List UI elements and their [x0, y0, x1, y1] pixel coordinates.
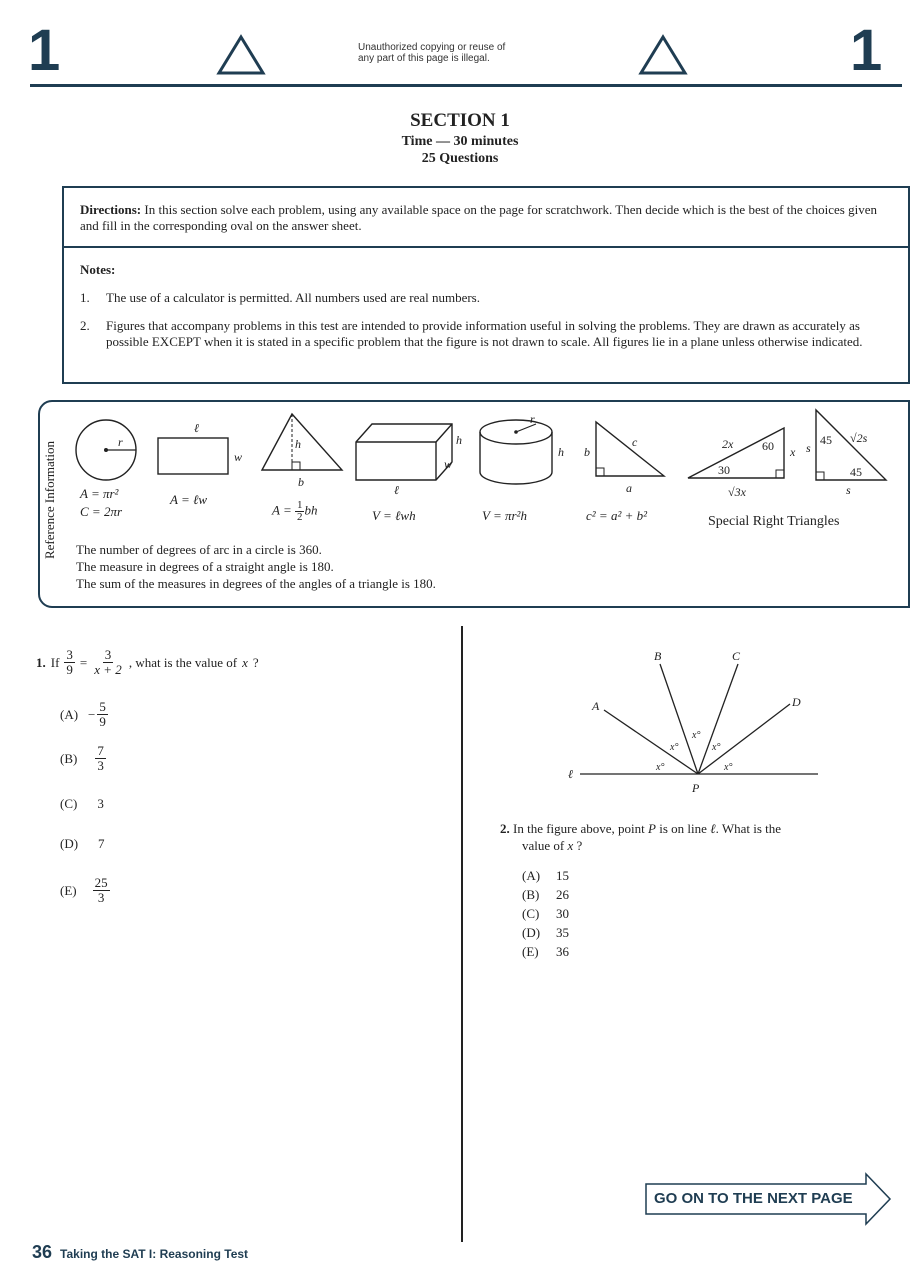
- rect-area-formula: A = ℓw: [170, 492, 208, 507]
- question-number: 2.: [500, 821, 510, 836]
- triangle-mark-right-icon: [638, 34, 688, 76]
- ray-pd: [698, 704, 790, 774]
- point-a-label: A: [592, 699, 600, 713]
- choice-1a[interactable]: (A) − $\frac{5}{9}$: [60, 699, 106, 729]
- ray-pa: [604, 710, 701, 774]
- label-root2s: √2s: [850, 431, 868, 445]
- question-2-stem: 2. In the figure above, point P is on line ℓ. What is the value of x ?: [500, 821, 782, 853]
- question-number: 1.: [36, 654, 46, 670]
- triangle-30-60-90-figure: [688, 428, 784, 478]
- page-number-right: 1: [850, 18, 883, 83]
- choice-2c[interactable]: (C) 30: [522, 906, 569, 921]
- triangle-mark-left-icon: [216, 34, 266, 76]
- right-tri-a-label: a: [626, 481, 632, 495]
- rect-width-label: w: [234, 450, 243, 464]
- reference-side-label: Reference Information: [42, 440, 57, 560]
- label-45-bottom: 45: [850, 465, 862, 479]
- pythagorean-formula: c² = a² + b²: [586, 508, 648, 523]
- directions: [80, 202, 880, 234]
- choice-1c[interactable]: (C) 3: [60, 796, 104, 811]
- point-d-label: D: [792, 695, 801, 709]
- label-root3x: √3x: [728, 485, 746, 499]
- box-width-label: w: [444, 457, 453, 471]
- right-tri-b-label: b: [584, 445, 590, 459]
- triangle-base-label: b: [298, 475, 304, 489]
- question-1-stem: 1. If $\frac{3}{9}$ = $\frac{3}{x + 2}$ , what is the value of x ?: [36, 647, 259, 677]
- rect-length-label: ℓ: [194, 421, 199, 435]
- angle-label: x°: [656, 762, 665, 773]
- label-s-bottom: s: [846, 483, 851, 497]
- reference-fact: The number of degrees of arc in a circle is 360.: [76, 542, 322, 557]
- triangle-height-label: h: [295, 437, 301, 451]
- column-divider: [461, 626, 463, 1242]
- page-number-left: 1: [28, 18, 61, 83]
- label-x: x: [790, 445, 796, 459]
- directions-label: Directions:: [80, 202, 142, 217]
- label-30: 30: [718, 463, 730, 477]
- choice-1b[interactable]: (B) $\frac{7}{3}$: [60, 743, 104, 773]
- footer-book-title: Taking the SAT I: Reasoning Test: [60, 1247, 249, 1261]
- box-length-label: ℓ: [394, 483, 399, 497]
- rectangle-figure: [158, 438, 228, 474]
- angle-label: x°: [724, 762, 733, 773]
- triangle-area-formula: A = $\frac{1}{2}$ bh: [272, 499, 318, 523]
- label-2x: 2x: [722, 437, 734, 451]
- question-2-figure: [560, 640, 830, 800]
- reference-fact: The sum of the measures in degrees of the angles of a triangle is 180.: [76, 576, 436, 591]
- copy-warning: Unauthorized copying or reuse of any part of this page is illegal.: [358, 42, 506, 64]
- ray-pc: [698, 664, 738, 774]
- circle-circumference-formula: C = 2πr: [80, 504, 123, 519]
- section-time: Time — 30 minutes: [401, 134, 519, 149]
- label-60: 60: [762, 439, 774, 453]
- point-p-label: P: [692, 781, 700, 795]
- section-title: SECTION 1: [410, 110, 510, 131]
- angle-label: x°: [692, 730, 701, 741]
- point-c-label: C: [732, 649, 741, 663]
- directions-text: In this section solve each problem, using any available space on the page for scratchwork. Then decide which is the best of the choices given and fill in the corresponding oval on the answer sheet.: [80, 202, 877, 233]
- label-s-left: s: [806, 441, 811, 455]
- angle-label: x°: [712, 742, 721, 753]
- circle-area-formula: A = πr²: [80, 486, 119, 501]
- question-2-choices: [522, 866, 569, 961]
- triangle-figure: [262, 414, 342, 470]
- box-figure: [356, 424, 452, 480]
- box-volume-formula: V = ℓwh: [372, 508, 416, 523]
- choice-2d[interactable]: (D) 35: [522, 925, 569, 940]
- header-rule: [30, 84, 902, 87]
- directions-divider: [64, 246, 908, 248]
- section-heading: [0, 110, 920, 167]
- cylinder-radius-label: r: [530, 412, 535, 426]
- choice-2e[interactable]: (E) 36: [522, 944, 569, 959]
- box-height-label: h: [456, 433, 462, 447]
- next-page-button[interactable]: GO ON TO THE NEXT PAGE: [654, 1190, 853, 1207]
- section-question-count: 25 Questions: [421, 151, 499, 166]
- notes-label: Notes:: [80, 262, 116, 277]
- choice-1e[interactable]: (E) $\frac{25}{3}$: [60, 875, 108, 905]
- label-45-top: 45: [820, 433, 832, 447]
- right-tri-c-label: c: [632, 435, 638, 449]
- cylinder-height-label: h: [558, 445, 564, 459]
- choice-1d[interactable]: (D) 7: [60, 836, 105, 851]
- page-footer: [32, 1242, 248, 1263]
- angle-label: x°: [670, 742, 679, 753]
- special-triangles-title: Special Right Triangles: [708, 514, 840, 529]
- choice-2a[interactable]: (A) 15: [522, 868, 569, 883]
- note-item: 2. Figures that accompany problems in this test are intended to provide information useful in solving the problems. They are drawn as accurately as possible EXCEPT when it is stated in a specific problem that the figure is not drawn to scale. All figures lie in a plane unless otherwise indicated.: [80, 318, 863, 349]
- ray-pb: [660, 664, 701, 774]
- directions-box: [62, 186, 910, 384]
- footer-page-number: 36: [32, 1242, 53, 1262]
- right-triangle-figure: [596, 422, 664, 476]
- choice-2b[interactable]: (B) 26: [522, 887, 569, 902]
- note-item: 1. The use of a calculator is permitted. All numbers used are real numbers.: [80, 290, 480, 305]
- reference-fact: The measure in degrees of a straight angle is 180.: [76, 559, 334, 574]
- line-l-label: ℓ: [568, 767, 573, 781]
- cylinder-volume-formula: V = πr²h: [482, 508, 527, 523]
- point-b-label: B: [654, 649, 662, 663]
- circle-radius-label: r: [118, 435, 123, 449]
